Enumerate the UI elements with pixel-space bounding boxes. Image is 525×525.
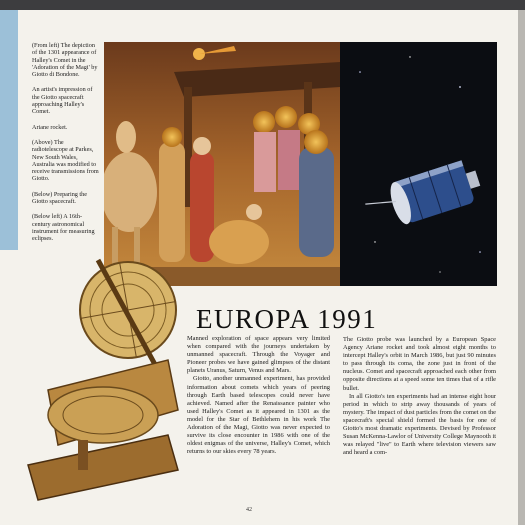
scanner-top-edge [0,0,525,10]
caption-giotto-impression: An artist's impression of the Giotto spacecraft approaching Halley's Comet. [32,86,93,116]
caption-preparing: (Below) Preparing the Giotto spacecraft. [32,190,87,206]
caption-parkes: (Above) The radiotelescope at Parkes, New South Wales, Australia was modified to receive transmissions from Giotto. [32,138,99,183]
caption-instrument: (Below left) A 16th-century astronomical instrument for measuring eclipses. [32,213,95,243]
page-gutter-edge [518,10,525,525]
page-number: 42 [246,507,252,513]
paragraph: In all Giotto's ten experiments had an intense eight hour period in which to strip away thousands of years of mystery. The impact of dust particles from the comet on the spacecraft's special shield formed the basis for one of Giotto's most dramatic experiments. Devised by Professor Susan McKenna-Lawlor of University College Maynooth it was relayed "live" to Earth where television viewers saw and heard a com- [343,392,496,457]
paragraph: Manned exploration of space appears very limited when compared with the journeys undertaken by unmanned spacecraft. Through the Voyager and Pioneer probes we have gained glimpses of the distant planets Uranus, Saturn, Venus and Mars. [187,335,330,375]
paragraph: The Giotto probe was launched by a European Space Agency Ariane rocket and took almost eight months to intercept Halley's orbit in March 1986, but just 90 minutes to pass through its coma, the zone just in front of the nucleus. Comet and spacecraft approached each other from opposite directions at a speed some ten times that of a rifle bullet. [343,336,496,392]
astronomical-instrument-image [18,250,193,502]
body-column-1 [187,335,330,456]
paragraph: Giotto, another unmanned experiment, has provided information about comets which years of peering through Earth based telescopes could never have achieved. Named after the Renaissance painter who used Halley's Comet as it appeared in 1301 as the model for the Star of Bethlehem in his work The Adoration of the Magi, Giotto was never expected to survive its close encounter in 1986 with one of the oldest enigmas of the universe, Halley's Comet, which returns to our skies every 78 years. [187,375,330,456]
picture-captions [32,42,100,251]
blue-margin-strip [0,10,18,250]
body-column-2 [343,336,496,457]
giotto-spacecraft-image [340,42,497,286]
article-title: EUROPA 1991 [196,304,378,334]
caption-ariane: Ariane rocket. [32,123,68,131]
caption-adoration: (From left) The depiction of the 1301 appearance of Halley's Comet in the 'Adoration of the Magi' by Giotto di Bondone. [32,42,98,79]
